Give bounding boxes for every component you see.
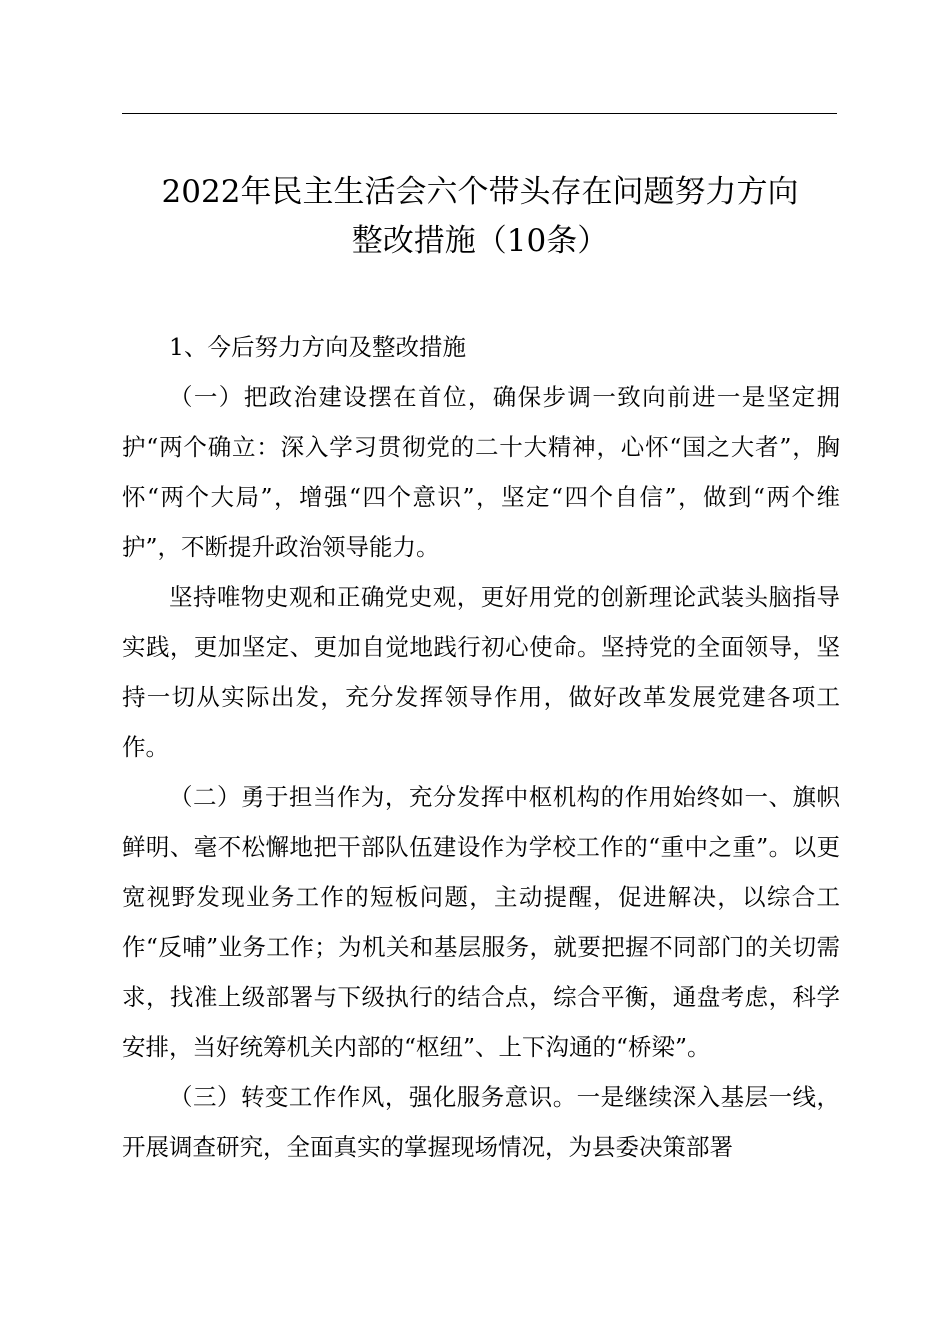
title-line-1: 2022年民主生活会六个带头存在问题努力方向 xyxy=(161,174,799,210)
title-line-2: 整改措施（10条） xyxy=(351,223,609,259)
document-body xyxy=(122,322,840,1172)
document-title xyxy=(110,168,850,266)
header-rule xyxy=(122,113,837,114)
paragraph-1: （一）把政治建设摆在首位，确保步调一致向前进一是坚定拥护“两个确立：深入学习贯彻党的二十大精神，心怀“国之大者”，胸怀“两个大局”，增强“四个意识”，坚定“四个自信”，做到“两个维护”，不断提升政治领导能力。 xyxy=(122,383,840,561)
paragraph-4: （三）转变工作作风，强化服务意识。一是继续深入基层一线，开展调查研究，全面真实的掌握现场情况，为县委决策部署 xyxy=(122,1083,840,1161)
paragraph-3: （二）勇于担当作为，充分发挥中枢机构的作用始终如一、旗帜鲜明、毫不松懈地把干部队伍建设作为学校工作的“重中之重”。以更宽视野发现业务工作的短板问题，主动提醒，促进解决，以综合工作“反哺”业务工作；为机关和基层服务，就要把握不同部门的关切需求，找准上级部署与下级执行的结合点，综合平衡，通盘考虑，科学安排，当好统筹机关内部的“枢纽”、上下沟通的“桥梁”。 xyxy=(122,783,840,1061)
section-heading: 1、今后努力方向及整改措施 xyxy=(169,333,466,361)
paragraph-2: 坚持唯物史观和正确党史观，更好用党的创新理论武装头脑指导实践，更加坚定、更加自觉地践行初心使命。坚持党的全面领导，坚持一切从实际出发，充分发挥领导作用，做好改革发展党建各项工作。 xyxy=(122,583,840,761)
